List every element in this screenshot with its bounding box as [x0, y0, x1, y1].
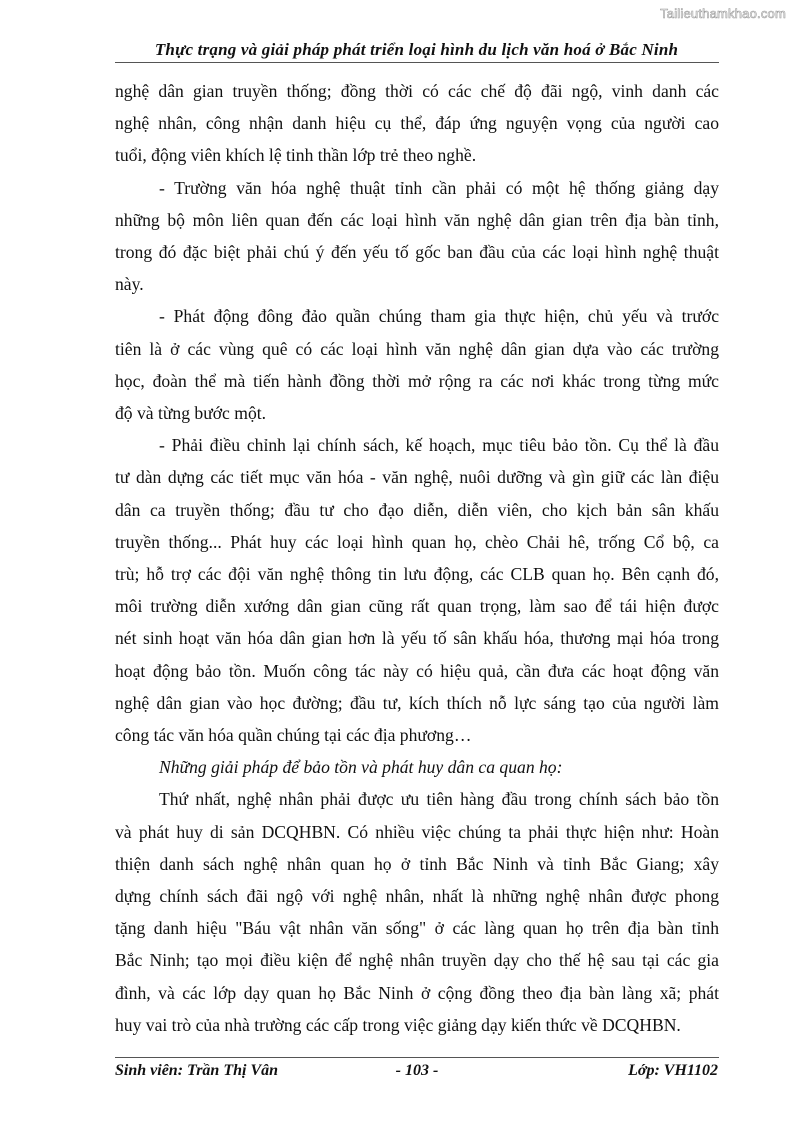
text-line: và phát huy di sản DCQHBN. Có nhiều việc chúng ta phải thực hiện như: Hoàn — [115, 821, 719, 842]
paragraph — [115, 172, 719, 301]
text-line: huy vai trò của nhà trường các cấp trong việc giảng dạy kiến thức về DCQHBN. — [115, 1014, 681, 1035]
text-line: nghệ dân gian vào học đường; đầu tư, kích thích nỗ lực sáng tạo của người làm — [115, 692, 719, 713]
text-line: nét sinh hoạt văn hóa dân gian hơn là yếu tố sân khấu hóa, thương mại hóa trong — [115, 628, 719, 649]
text-line: tuổi, động viên khích lệ tinh thần lớp trẻ theo nghề. — [115, 145, 477, 166]
paragraph — [115, 783, 719, 1041]
text-line: - Phát động đông đảo quần chúng tham gia thực hiện, chủ yếu và trước — [159, 306, 719, 327]
text-line: trong đó đặc biệt phải chú ý đến yếu tố gốc ban đầu của các loại hình nghệ thuật — [115, 242, 719, 263]
text-line: đình, và các lớp dạy quan họ Bắc Ninh ở cộng đồng theo địa bàn làng xã; phát — [115, 982, 719, 1003]
text-line: hoạt động bảo tồn. Muốn công tác này có hiệu quả, cần đưa các hoạt động văn — [115, 660, 719, 681]
paragraph — [115, 429, 719, 751]
paragraph — [115, 751, 719, 783]
text-line: Thứ nhất, nghệ nhân phải được ưu tiên hàng đầu trong chính sách bảo tồn — [159, 789, 719, 810]
text-line: học, đoàn thể mà tiến hành đồng thời mở rộng ra các nơi khác trong từng mức — [115, 370, 719, 391]
text-line: này. — [115, 274, 144, 295]
footer-student: Sinh viên: Trần Thị Vân — [115, 1062, 279, 1079]
text-line: truyền thống... Phát huy các loại hình quan họ, chèo Chải hê, trống Cổ bộ, ca — [115, 531, 719, 552]
text-line: tiên là ở các vùng quê có các loại hình văn nghệ dân gian dựa vào các trường — [115, 338, 719, 359]
paragraph — [115, 300, 719, 429]
text-line: Bắc Ninh; tạo mọi điều kiện để nghệ nhân truyền dạy cho thế hệ sau tại các gia — [115, 950, 719, 971]
text-line: dựng chính sách đãi ngộ với nghệ nhân, nhất là những nghệ nhân được phong — [115, 886, 719, 907]
text-line: tư dàn dựng các tiết mục văn hóa - văn nghệ, nuôi dưỡng và gìn giữ các làn điệu — [115, 467, 719, 488]
text-line: độ và từng bước một. — [115, 403, 267, 424]
text-line: công tác văn hóa quần chúng tại các địa phương… — [115, 725, 472, 746]
text-line: - Trường văn hóa nghệ thuật tỉnh cần phải có một hệ thống giảng dạy — [159, 177, 719, 198]
text-line: những bộ môn liên quan đến các loại hình văn nghệ dân gian trên địa bàn tỉnh, — [115, 209, 719, 230]
footer-class: Lớp: VH1102 — [628, 1062, 718, 1079]
text-line: dân ca truyền thống; đầu tư cho đạo diễn, diễn viên, cho kịch bản sân khấu — [115, 499, 719, 520]
header-divider — [115, 62, 719, 63]
text-line: môi trường diễn xướng dân gian cũng rất quan trọng, làm sao để tái hiện được — [115, 596, 719, 617]
footer-divider — [115, 1057, 719, 1058]
text-line: trù; hỗ trợ các đội văn nghệ thông tin lưu động, các CLB quan họ. Bên cạnh đó, — [115, 564, 719, 585]
running-header: Thực trạng và giải pháp phát triển loại hình du lịch văn hoá ở Bắc Ninh — [154, 40, 679, 59]
watermark: Tailieuthamkhao.com — [660, 6, 786, 21]
text-line: nghệ nhân, công nhận danh hiệu cụ thể, đáp ứng nguyện vọng của người cao — [115, 113, 719, 134]
page-number: - 103 - — [395, 1062, 439, 1079]
paragraph — [115, 75, 719, 172]
text-line: nghệ dân gian truyền thống; đồng thời có các chế độ đãi ngộ, vinh danh các — [115, 81, 719, 101]
document-body — [115, 75, 719, 1041]
text-line: Những giải pháp để bảo tồn và phát huy dân ca quan họ: — [159, 757, 563, 778]
text-line: tặng danh hiệu "Báu vật nhân văn sống" ở các làng quan họ trên địa bàn tỉnh — [115, 918, 719, 939]
text-line: thiện danh sách nghệ nhân quan họ ở tỉnh Bắc Ninh và tỉnh Bắc Giang; xây — [115, 853, 719, 874]
text-line: - Phải điều chỉnh lại chính sách, kế hoạch, mục tiêu bảo tồn. Cụ thể là đầu — [159, 435, 719, 456]
